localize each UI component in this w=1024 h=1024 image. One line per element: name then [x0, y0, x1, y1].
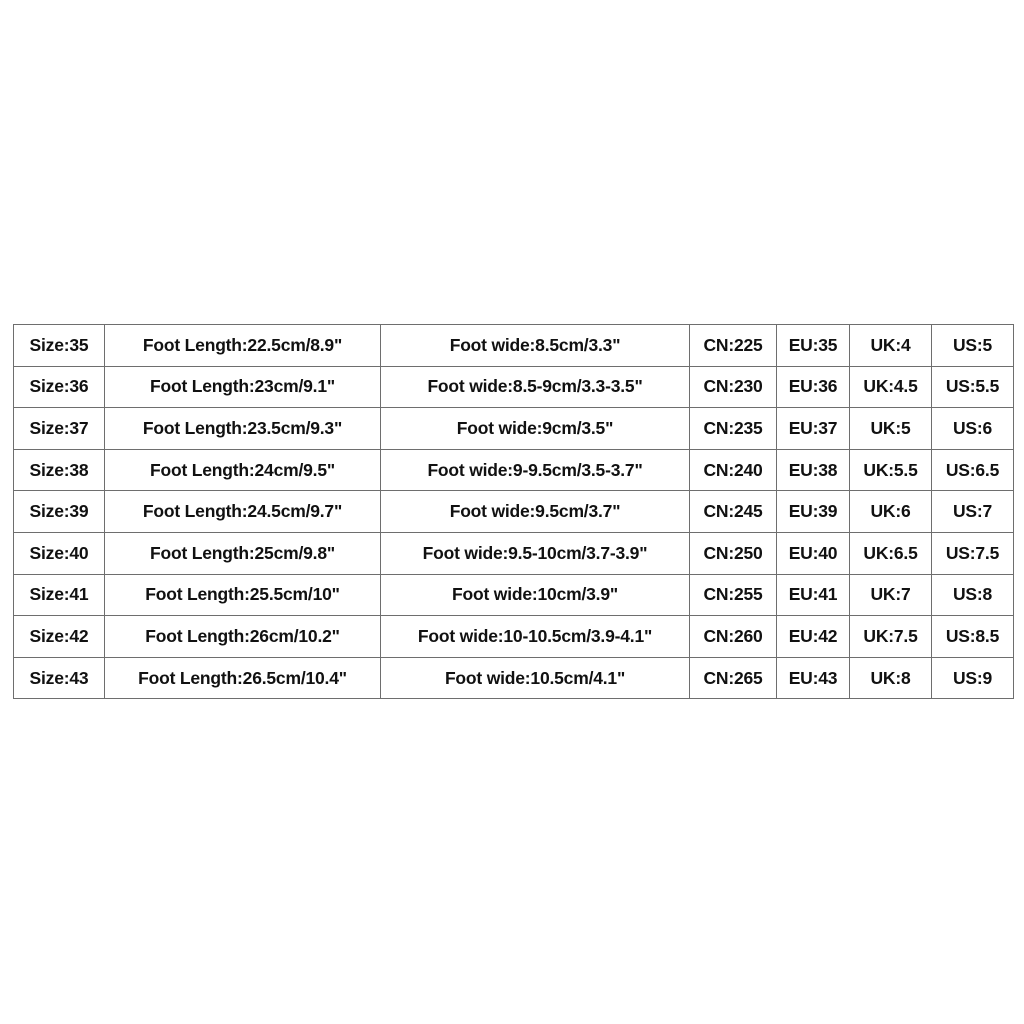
- foot-wide-cell: Foot wide:9.5-10cm/3.7-3.9": [381, 532, 690, 574]
- table-row: [14, 325, 1014, 367]
- size-chart-table: [13, 324, 1014, 699]
- foot-wide-cell: Foot wide:9.5cm/3.7": [381, 491, 690, 533]
- uk-size-cell: UK:5: [850, 408, 932, 450]
- foot-length-cell: Foot Length:25.5cm/10": [105, 574, 381, 616]
- foot-wide-cell: Foot wide:9-9.5cm/3.5-3.7": [381, 449, 690, 491]
- foot-length-cell: Foot Length:22.5cm/8.9": [105, 325, 381, 367]
- size-cell: Size:40: [14, 532, 105, 574]
- us-size-cell: US:7.5: [932, 532, 1014, 574]
- table-row: [14, 574, 1014, 616]
- cn-size-cell: CN:255: [690, 574, 777, 616]
- us-size-cell: US:8: [932, 574, 1014, 616]
- uk-size-cell: UK:6.5: [850, 532, 932, 574]
- eu-size-cell: EU:38: [777, 449, 850, 491]
- uk-size-cell: UK:5.5: [850, 449, 932, 491]
- cn-size-cell: CN:240: [690, 449, 777, 491]
- us-size-cell: US:7: [932, 491, 1014, 533]
- foot-length-cell: Foot Length:25cm/9.8": [105, 532, 381, 574]
- size-cell: Size:37: [14, 408, 105, 450]
- eu-size-cell: EU:39: [777, 491, 850, 533]
- eu-size-cell: EU:36: [777, 366, 850, 408]
- foot-wide-cell: Foot wide:10-10.5cm/3.9-4.1": [381, 616, 690, 658]
- us-size-cell: US:5.5: [932, 366, 1014, 408]
- us-size-cell: US:6: [932, 408, 1014, 450]
- us-size-cell: US:9: [932, 657, 1014, 699]
- uk-size-cell: UK:4: [850, 325, 932, 367]
- cn-size-cell: CN:235: [690, 408, 777, 450]
- size-cell: Size:38: [14, 449, 105, 491]
- foot-length-cell: Foot Length:24cm/9.5": [105, 449, 381, 491]
- eu-size-cell: EU:42: [777, 616, 850, 658]
- table-row: [14, 366, 1014, 408]
- uk-size-cell: UK:7.5: [850, 616, 932, 658]
- size-cell: Size:42: [14, 616, 105, 658]
- eu-size-cell: EU:40: [777, 532, 850, 574]
- size-cell: Size:43: [14, 657, 105, 699]
- eu-size-cell: EU:41: [777, 574, 850, 616]
- foot-wide-cell: Foot wide:8.5cm/3.3": [381, 325, 690, 367]
- foot-length-cell: Foot Length:23.5cm/9.3": [105, 408, 381, 450]
- foot-wide-cell: Foot wide:8.5-9cm/3.3-3.5": [381, 366, 690, 408]
- cn-size-cell: CN:225: [690, 325, 777, 367]
- uk-size-cell: UK:7: [850, 574, 932, 616]
- foot-length-cell: Foot Length:26cm/10.2": [105, 616, 381, 658]
- us-size-cell: US:8.5: [932, 616, 1014, 658]
- cn-size-cell: CN:265: [690, 657, 777, 699]
- size-cell: Size:36: [14, 366, 105, 408]
- table-row: [14, 616, 1014, 658]
- cn-size-cell: CN:250: [690, 532, 777, 574]
- size-cell: Size:39: [14, 491, 105, 533]
- size-chart-body: [14, 325, 1014, 699]
- foot-wide-cell: Foot wide:10.5cm/4.1": [381, 657, 690, 699]
- cn-size-cell: CN:260: [690, 616, 777, 658]
- size-cell: Size:35: [14, 325, 105, 367]
- table-row: [14, 491, 1014, 533]
- cn-size-cell: CN:245: [690, 491, 777, 533]
- uk-size-cell: UK:4.5: [850, 366, 932, 408]
- foot-length-cell: Foot Length:23cm/9.1": [105, 366, 381, 408]
- foot-length-cell: Foot Length:26.5cm/10.4": [105, 657, 381, 699]
- eu-size-cell: EU:43: [777, 657, 850, 699]
- us-size-cell: US:6.5: [932, 449, 1014, 491]
- table-row: [14, 408, 1014, 450]
- uk-size-cell: UK:6: [850, 491, 932, 533]
- table-row: [14, 532, 1014, 574]
- eu-size-cell: EU:35: [777, 325, 850, 367]
- foot-length-cell: Foot Length:24.5cm/9.7": [105, 491, 381, 533]
- foot-wide-cell: Foot wide:9cm/3.5": [381, 408, 690, 450]
- cn-size-cell: CN:230: [690, 366, 777, 408]
- eu-size-cell: EU:37: [777, 408, 850, 450]
- size-cell: Size:41: [14, 574, 105, 616]
- uk-size-cell: UK:8: [850, 657, 932, 699]
- table-row: [14, 449, 1014, 491]
- us-size-cell: US:5: [932, 325, 1014, 367]
- foot-wide-cell: Foot wide:10cm/3.9": [381, 574, 690, 616]
- table-row: [14, 657, 1014, 699]
